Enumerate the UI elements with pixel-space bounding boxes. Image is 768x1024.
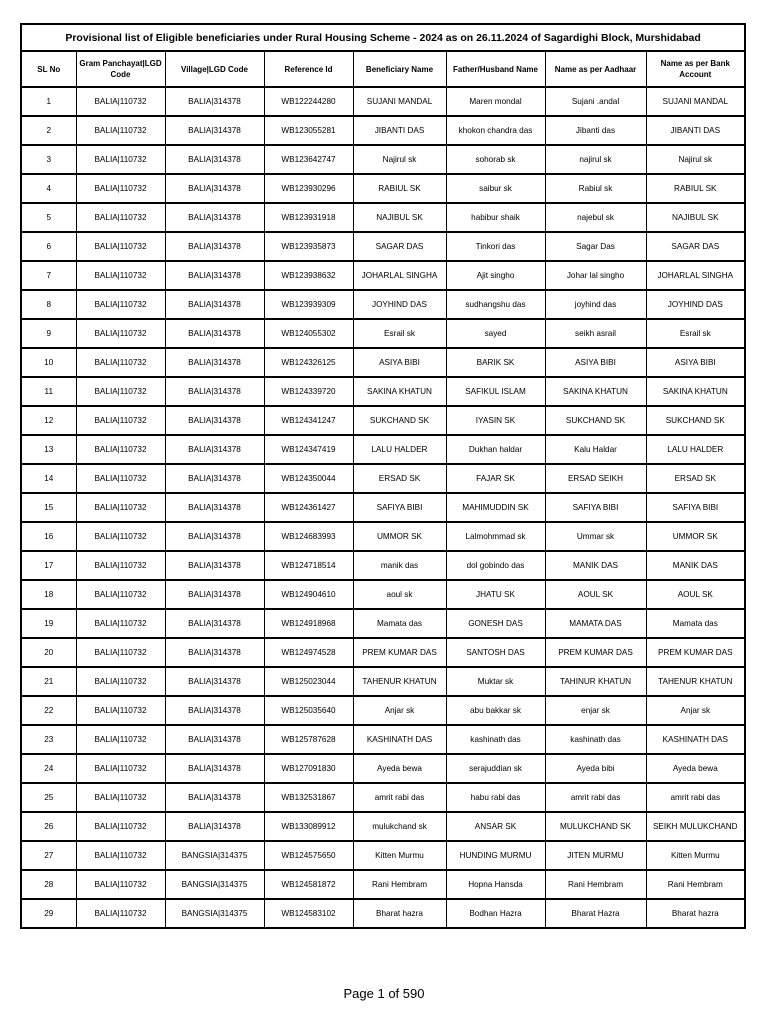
- beneficiary-name-cell: JOHARLAL SINGHA: [353, 261, 446, 290]
- village-header: Village|LGD Code: [165, 51, 264, 87]
- bank-account-name-cell: SEIKH MULUKCHAND: [646, 812, 745, 841]
- beneficiary-name-cell: manik das: [353, 551, 446, 580]
- reference-id-cell: WB124683993: [264, 522, 353, 551]
- sl-no-cell: 6: [21, 232, 76, 261]
- father-husband-name-cell: SANTOSH DAS: [446, 638, 545, 667]
- aadhaar-name-cell: amrit rabi das: [545, 783, 646, 812]
- gram-panchayat-cell: BALIA|110732: [76, 377, 165, 406]
- aadhaar-name-cell: MULUKCHAND SK: [545, 812, 646, 841]
- aadhaar-name-cell: najirul sk: [545, 145, 646, 174]
- father-husband-name-cell: JHATU SK: [446, 580, 545, 609]
- bank-account-name-cell: AOUL SK: [646, 580, 745, 609]
- village-cell: BALIA|314378: [165, 145, 264, 174]
- aadhaar-name-header: Name as per Aadhaar: [545, 51, 646, 87]
- bank-account-name-cell: TAHENUR KHATUN: [646, 667, 745, 696]
- father-husband-name-cell: Tinkori das: [446, 232, 545, 261]
- village-cell: BALIA|314378: [165, 522, 264, 551]
- gram-panchayat-cell: BALIA|110732: [76, 406, 165, 435]
- beneficiary-name-cell: NAJIBUL SK: [353, 203, 446, 232]
- gram-panchayat-cell: BALIA|110732: [76, 870, 165, 899]
- village-cell: BALIA|314378: [165, 116, 264, 145]
- sl-no-cell: 27: [21, 841, 76, 870]
- village-cell: BALIA|314378: [165, 725, 264, 754]
- gram-panchayat-cell: BALIA|110732: [76, 783, 165, 812]
- aadhaar-name-cell: Rani Hembram: [545, 870, 646, 899]
- beneficiary-name-header: Beneficiary Name: [353, 51, 446, 87]
- table-body: [21, 87, 745, 928]
- beneficiary-name-cell: TAHENUR KHATUN: [353, 667, 446, 696]
- table-row: [21, 522, 745, 551]
- sl-no-cell: 20: [21, 638, 76, 667]
- table-row: [21, 638, 745, 667]
- village-cell: BALIA|314378: [165, 580, 264, 609]
- sl-no-cell: 18: [21, 580, 76, 609]
- reference-id-cell: WB124974528: [264, 638, 353, 667]
- sl-no-cell: 22: [21, 696, 76, 725]
- beneficiary-name-cell: Kitten Murmu: [353, 841, 446, 870]
- bank-account-name-cell: PREM KUMAR DAS: [646, 638, 745, 667]
- aadhaar-name-cell: ERSAD SEIKH: [545, 464, 646, 493]
- aadhaar-name-cell: AOUL SK: [545, 580, 646, 609]
- beneficiary-name-cell: ASIYA BIBI: [353, 348, 446, 377]
- bank-account-name-cell: Ayeda bewa: [646, 754, 745, 783]
- reference-id-cell: WB122244280: [264, 87, 353, 116]
- sl-no-cell: 15: [21, 493, 76, 522]
- beneficiary-name-cell: JOYHIND DAS: [353, 290, 446, 319]
- village-cell: BALIA|314378: [165, 261, 264, 290]
- gram-panchayat-cell: BALIA|110732: [76, 174, 165, 203]
- beneficiary-name-cell: Mamata das: [353, 609, 446, 638]
- village-cell: BANGSIA|314375: [165, 870, 264, 899]
- table-row: [21, 783, 745, 812]
- aadhaar-name-cell: Bharat Hazra: [545, 899, 646, 928]
- sl-no-cell: 14: [21, 464, 76, 493]
- sl-no-cell: 2: [21, 116, 76, 145]
- table-row: [21, 464, 745, 493]
- table-row: [21, 812, 745, 841]
- father-husband-name-cell: saibur sk: [446, 174, 545, 203]
- sl-no-cell: 17: [21, 551, 76, 580]
- beneficiary-name-cell: ERSAD SK: [353, 464, 446, 493]
- bank-account-name-cell: MANIK DAS: [646, 551, 745, 580]
- table-row: [21, 899, 745, 928]
- beneficiary-name-cell: amrit rabi das: [353, 783, 446, 812]
- beneficiary-name-cell: aoul sk: [353, 580, 446, 609]
- father-husband-name-cell: BARIK SK: [446, 348, 545, 377]
- reference-id-cell: WB124918968: [264, 609, 353, 638]
- aadhaar-name-cell: Rabiul sk: [545, 174, 646, 203]
- beneficiary-name-cell: RABIUL SK: [353, 174, 446, 203]
- bank-account-name-cell: ERSAD SK: [646, 464, 745, 493]
- gram-panchayat-cell: BALIA|110732: [76, 464, 165, 493]
- aadhaar-name-cell: MAMATA DAS: [545, 609, 646, 638]
- reference-id-cell: WB124904610: [264, 580, 353, 609]
- table-row: [21, 725, 745, 754]
- father-husband-name-cell: sohorab sk: [446, 145, 545, 174]
- aadhaar-name-cell: Jibanti das: [545, 116, 646, 145]
- table-row: [21, 406, 745, 435]
- sl-no-cell: 10: [21, 348, 76, 377]
- aadhaar-name-cell: seikh asrail: [545, 319, 646, 348]
- gram-panchayat-cell: BALIA|110732: [76, 87, 165, 116]
- bank-account-name-cell: SAGAR DAS: [646, 232, 745, 261]
- beneficiary-name-cell: Bharat hazra: [353, 899, 446, 928]
- beneficiary-name-cell: Esrail sk: [353, 319, 446, 348]
- sl-no-cell: 23: [21, 725, 76, 754]
- table-row: [21, 348, 745, 377]
- gram-panchayat-cell: BALIA|110732: [76, 754, 165, 783]
- reference-id-cell: WB123055281: [264, 116, 353, 145]
- sl-no-cell: 19: [21, 609, 76, 638]
- village-cell: BALIA|314378: [165, 87, 264, 116]
- sl-no-cell: 3: [21, 145, 76, 174]
- father-husband-name-cell: Dukhan haldar: [446, 435, 545, 464]
- father-husband-name-cell: Lalmohmmad sk: [446, 522, 545, 551]
- reference-id-cell: WB123642747: [264, 145, 353, 174]
- page-footer: Page 1 of 590: [343, 986, 425, 1001]
- table-row: [21, 290, 745, 319]
- bank-account-name-cell: UMMOR SK: [646, 522, 745, 551]
- bank-account-name-cell: SUKCHAND SK: [646, 406, 745, 435]
- reference-id-cell: WB125023044: [264, 667, 353, 696]
- village-cell: BALIA|314378: [165, 493, 264, 522]
- bank-account-name-cell: Kitten Murmu: [646, 841, 745, 870]
- sl-no-cell: 4: [21, 174, 76, 203]
- gram-panchayat-cell: BALIA|110732: [76, 580, 165, 609]
- gram-panchayat-header: Gram Panchayat|LGD Code: [76, 51, 165, 87]
- bank-account-name-cell: ASIYA BIBI: [646, 348, 745, 377]
- bank-account-name-header: Name as per Bank Account: [646, 51, 745, 87]
- gram-panchayat-cell: BALIA|110732: [76, 145, 165, 174]
- father-husband-name-cell: Bodhan Hazra: [446, 899, 545, 928]
- village-cell: BALIA|314378: [165, 667, 264, 696]
- reference-id-cell: WB124347419: [264, 435, 353, 464]
- father-husband-name-cell: Ajit singho: [446, 261, 545, 290]
- village-cell: BANGSIA|314375: [165, 841, 264, 870]
- sl-no-cell: 9: [21, 319, 76, 348]
- father-husband-name-cell: Muktar sk: [446, 667, 545, 696]
- bank-account-name-cell: Bharat hazra: [646, 899, 745, 928]
- village-cell: BALIA|314378: [165, 435, 264, 464]
- bank-account-name-cell: Esrail sk: [646, 319, 745, 348]
- father-husband-name-cell: GONESH DAS: [446, 609, 545, 638]
- village-cell: BANGSIA|314375: [165, 899, 264, 928]
- father-husband-name-cell: sudhangshu das: [446, 290, 545, 319]
- reference-id-cell: WB124581872: [264, 870, 353, 899]
- bank-account-name-cell: JOHARLAL SINGHA: [646, 261, 745, 290]
- bank-account-name-cell: LALU HALDER: [646, 435, 745, 464]
- table-row: [21, 319, 745, 348]
- beneficiary-name-cell: KASHINATH DAS: [353, 725, 446, 754]
- beneficiary-table: [20, 23, 746, 929]
- father-husband-name-cell: habu rabi das: [446, 783, 545, 812]
- reference-id-cell: WB123935873: [264, 232, 353, 261]
- sl-no-cell: 28: [21, 870, 76, 899]
- gram-panchayat-cell: BALIA|110732: [76, 348, 165, 377]
- father-husband-name-cell: khokon chandra das: [446, 116, 545, 145]
- village-cell: BALIA|314378: [165, 551, 264, 580]
- aadhaar-name-cell: TAHINUR KHATUN: [545, 667, 646, 696]
- aadhaar-name-cell: Sagar Das: [545, 232, 646, 261]
- father-husband-name-cell: serajuddian sk: [446, 754, 545, 783]
- gram-panchayat-cell: BALIA|110732: [76, 435, 165, 464]
- aadhaar-name-cell: MANIK DAS: [545, 551, 646, 580]
- father-husband-name-cell: habibur shaik: [446, 203, 545, 232]
- aadhaar-name-cell: SAKINA KHATUN: [545, 377, 646, 406]
- sl-no-cell: 25: [21, 783, 76, 812]
- gram-panchayat-cell: BALIA|110732: [76, 290, 165, 319]
- bank-account-name-cell: SAFIYA BIBI: [646, 493, 745, 522]
- bank-account-name-cell: KASHINATH DAS: [646, 725, 745, 754]
- gram-panchayat-cell: BALIA|110732: [76, 638, 165, 667]
- village-cell: BALIA|314378: [165, 696, 264, 725]
- aadhaar-name-cell: Sujani .andal: [545, 87, 646, 116]
- aadhaar-name-cell: PREM KUMAR DAS: [545, 638, 646, 667]
- aadhaar-name-cell: Johar lal singho: [545, 261, 646, 290]
- table-row: [21, 377, 745, 406]
- aadhaar-name-cell: Ayeda bibi: [545, 754, 646, 783]
- father-husband-name-cell: sayed: [446, 319, 545, 348]
- reference-id-cell: WB123930296: [264, 174, 353, 203]
- reference-id-cell: WB124339720: [264, 377, 353, 406]
- beneficiary-name-cell: SAKINA KHATUN: [353, 377, 446, 406]
- bank-account-name-cell: JIBANTI DAS: [646, 116, 745, 145]
- reference-id-cell: WB124583102: [264, 899, 353, 928]
- village-cell: BALIA|314378: [165, 812, 264, 841]
- father-husband-name-cell: ANSAR SK: [446, 812, 545, 841]
- bank-account-name-cell: Mamata das: [646, 609, 745, 638]
- village-cell: BALIA|314378: [165, 464, 264, 493]
- sl-no-cell: 7: [21, 261, 76, 290]
- table-row: [21, 696, 745, 725]
- reference-id-cell: WB124718514: [264, 551, 353, 580]
- bank-account-name-cell: RABIUL SK: [646, 174, 745, 203]
- father-husband-name-cell: HUNDING MURMU: [446, 841, 545, 870]
- gram-panchayat-cell: BALIA|110732: [76, 551, 165, 580]
- sl-no-cell: 12: [21, 406, 76, 435]
- village-cell: BALIA|314378: [165, 232, 264, 261]
- table-row: [21, 609, 745, 638]
- bank-account-name-cell: SUJANI MANDAL: [646, 87, 745, 116]
- village-cell: BALIA|314378: [165, 638, 264, 667]
- father-husband-name-header: Father/Husband Name: [446, 51, 545, 87]
- bank-account-name-cell: NAJIBUL SK: [646, 203, 745, 232]
- gram-panchayat-cell: BALIA|110732: [76, 899, 165, 928]
- sl-no-cell: 29: [21, 899, 76, 928]
- table-row: [21, 754, 745, 783]
- beneficiary-name-cell: LALU HALDER: [353, 435, 446, 464]
- bank-account-name-cell: SAKINA KHATUN: [646, 377, 745, 406]
- column-header-row: [21, 51, 745, 87]
- father-husband-name-cell: IYASIN SK: [446, 406, 545, 435]
- village-cell: BALIA|314378: [165, 290, 264, 319]
- beneficiary-name-cell: Ayeda bewa: [353, 754, 446, 783]
- gram-panchayat-cell: BALIA|110732: [76, 812, 165, 841]
- table-row: [21, 116, 745, 145]
- aadhaar-name-cell: JITEN MURMU: [545, 841, 646, 870]
- aadhaar-name-cell: Ummar sk: [545, 522, 646, 551]
- table-row: [21, 551, 745, 580]
- beneficiary-name-cell: SAGAR DAS: [353, 232, 446, 261]
- sl-no-cell: 1: [21, 87, 76, 116]
- aadhaar-name-cell: SAFIYA BIBI: [545, 493, 646, 522]
- gram-panchayat-cell: BALIA|110732: [76, 725, 165, 754]
- table-row: [21, 261, 745, 290]
- reference-id-header: Reference Id: [264, 51, 353, 87]
- table-row: [21, 232, 745, 261]
- reference-id-cell: WB132531867: [264, 783, 353, 812]
- table-row: [21, 870, 745, 899]
- sl-no-header: SL No: [21, 51, 76, 87]
- village-cell: BALIA|314378: [165, 348, 264, 377]
- beneficiary-name-cell: Anjar sk: [353, 696, 446, 725]
- father-husband-name-cell: SAFIKUL ISLAM: [446, 377, 545, 406]
- father-husband-name-cell: MAHIMUDDIN SK: [446, 493, 545, 522]
- beneficiary-name-cell: SUKCHAND SK: [353, 406, 446, 435]
- reference-id-cell: WB133089912: [264, 812, 353, 841]
- aadhaar-name-cell: kashinath das: [545, 725, 646, 754]
- table-row: [21, 580, 745, 609]
- gram-panchayat-cell: BALIA|110732: [76, 232, 165, 261]
- sl-no-cell: 26: [21, 812, 76, 841]
- reference-id-cell: WB125035640: [264, 696, 353, 725]
- village-cell: BALIA|314378: [165, 406, 264, 435]
- reference-id-cell: WB124361427: [264, 493, 353, 522]
- father-husband-name-cell: Maren mondal: [446, 87, 545, 116]
- bank-account-name-cell: Najirul sk: [646, 145, 745, 174]
- gram-panchayat-cell: BALIA|110732: [76, 319, 165, 348]
- gram-panchayat-cell: BALIA|110732: [76, 493, 165, 522]
- gram-panchayat-cell: BALIA|110732: [76, 116, 165, 145]
- gram-panchayat-cell: BALIA|110732: [76, 522, 165, 551]
- beneficiary-name-cell: PREM KUMAR DAS: [353, 638, 446, 667]
- reference-id-cell: WB123931918: [264, 203, 353, 232]
- sl-no-cell: 13: [21, 435, 76, 464]
- sl-no-cell: 8: [21, 290, 76, 319]
- table-row: [21, 145, 745, 174]
- father-husband-name-cell: abu bakkar sk: [446, 696, 545, 725]
- aadhaar-name-cell: joyhind das: [545, 290, 646, 319]
- reference-id-cell: WB124575650: [264, 841, 353, 870]
- village-cell: BALIA|314378: [165, 377, 264, 406]
- father-husband-name-cell: FAJAR SK: [446, 464, 545, 493]
- reference-id-cell: WB124055302: [264, 319, 353, 348]
- table-row: [21, 841, 745, 870]
- village-cell: BALIA|314378: [165, 319, 264, 348]
- gram-panchayat-cell: BALIA|110732: [76, 841, 165, 870]
- aadhaar-name-cell: enjar sk: [545, 696, 646, 725]
- village-cell: BALIA|314378: [165, 783, 264, 812]
- village-cell: BALIA|314378: [165, 609, 264, 638]
- bank-account-name-cell: Rani Hembram: [646, 870, 745, 899]
- reference-id-cell: WB123938632: [264, 261, 353, 290]
- sl-no-cell: 11: [21, 377, 76, 406]
- beneficiary-name-cell: Najirul sk: [353, 145, 446, 174]
- aadhaar-name-cell: ASIYA BIBI: [545, 348, 646, 377]
- table-row: [21, 667, 745, 696]
- aadhaar-name-cell: SUKCHAND SK: [545, 406, 646, 435]
- table-row: [21, 203, 745, 232]
- aadhaar-name-cell: najebul sk: [545, 203, 646, 232]
- table-row: [21, 435, 745, 464]
- table-row: [21, 174, 745, 203]
- aadhaar-name-cell: Kalu Haldar: [545, 435, 646, 464]
- father-husband-name-cell: kashinath das: [446, 725, 545, 754]
- document-title: Provisional list of Eligible beneficiaries under Rural Housing Scheme - 2024 as on 26.11.2024 of Sagardighi Block, Murshidabad: [21, 24, 745, 51]
- beneficiary-name-cell: SUJANI MANDAL: [353, 87, 446, 116]
- beneficiary-name-cell: Rani Hembram: [353, 870, 446, 899]
- gram-panchayat-cell: BALIA|110732: [76, 261, 165, 290]
- reference-id-cell: WB124326125: [264, 348, 353, 377]
- gram-panchayat-cell: BALIA|110732: [76, 203, 165, 232]
- bank-account-name-cell: JOYHIND DAS: [646, 290, 745, 319]
- village-cell: BALIA|314378: [165, 203, 264, 232]
- sl-no-cell: 21: [21, 667, 76, 696]
- beneficiary-name-cell: JIBANTI DAS: [353, 116, 446, 145]
- beneficiary-name-cell: mulukchand sk: [353, 812, 446, 841]
- table-row: [21, 87, 745, 116]
- beneficiary-name-cell: SAFIYA BIBI: [353, 493, 446, 522]
- village-cell: BALIA|314378: [165, 754, 264, 783]
- father-husband-name-cell: dol gobindo das: [446, 551, 545, 580]
- gram-panchayat-cell: BALIA|110732: [76, 667, 165, 696]
- table-row: [21, 493, 745, 522]
- reference-id-cell: WB123939309: [264, 290, 353, 319]
- title-row: [21, 24, 745, 51]
- reference-id-cell: WB125787628: [264, 725, 353, 754]
- gram-panchayat-cell: BALIA|110732: [76, 609, 165, 638]
- beneficiary-name-cell: UMMOR SK: [353, 522, 446, 551]
- father-husband-name-cell: Hopna Hansda: [446, 870, 545, 899]
- sl-no-cell: 16: [21, 522, 76, 551]
- reference-id-cell: WB127091830: [264, 754, 353, 783]
- village-cell: BALIA|314378: [165, 174, 264, 203]
- reference-id-cell: WB124341247: [264, 406, 353, 435]
- gram-panchayat-cell: BALIA|110732: [76, 696, 165, 725]
- bank-account-name-cell: amrit rabi das: [646, 783, 745, 812]
- sl-no-cell: 24: [21, 754, 76, 783]
- bank-account-name-cell: Anjar sk: [646, 696, 745, 725]
- reference-id-cell: WB124350044: [264, 464, 353, 493]
- sl-no-cell: 5: [21, 203, 76, 232]
